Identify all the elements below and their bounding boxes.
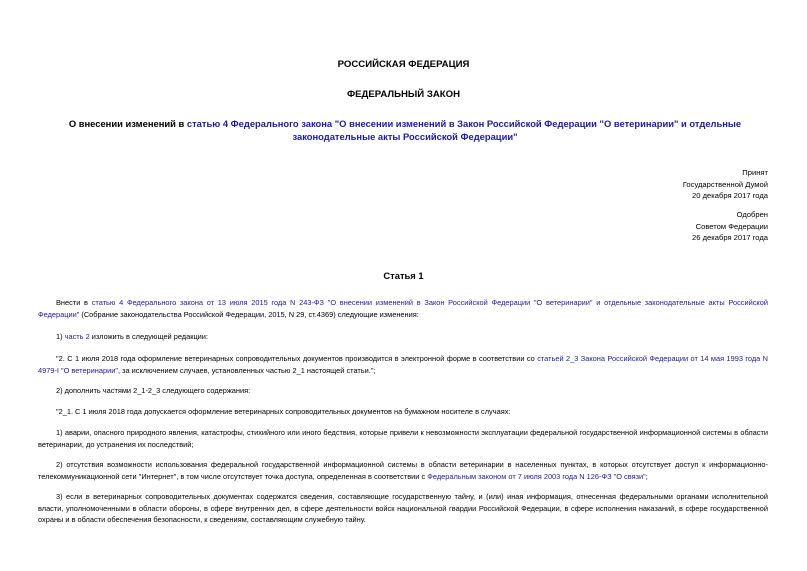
subitem-2 [38, 459, 768, 482]
subitem-1: 1) аварии, опасного природного явления, катастрофы, стихийного или иного бедствия, которые привели к невозможности эксплуатации федеральной государственной информационной системы в области ветеринарии, до устранения их последствий; [38, 428, 768, 449]
law-title-prefix: О внесении изменений в [68, 118, 187, 129]
quote-1-prefix: "2. С 1 июля 2018 года оформление ветеринарных сопроводительных документов производится в электронной форме в соответствии со [56, 354, 538, 363]
quote-1-link[interactable]: статьей 2_3 Закона Российской Федерации от 14 мая 1993 года N 4979-I "О ветеринарии" [38, 354, 768, 375]
item-1-prefix: 1) [56, 332, 65, 341]
approved-date: 26 декабря 2017 года [692, 233, 768, 242]
item-1-link[interactable]: часть 2 [64, 332, 90, 341]
approved-body: Советом Федерации [695, 221, 768, 231]
quote-2: "2_1. С 1 июля 2018 года допускается оформление ветеринарных сопроводительных документов на бумажном носителе в случаях: [56, 407, 511, 416]
item-1 [38, 331, 768, 343]
accepted-date: 20 декабря 2017 года [692, 191, 768, 200]
item-2: 2) дополнить частями 2_1-2_3 следующего содержания: [56, 386, 251, 395]
quote-1-suffix: , за исключением случаев, установленных частью 2_1 настоящей статьи."; [117, 365, 376, 375]
article-title: Статья 1 [383, 270, 424, 281]
intro-suffix: (Собрание законодательства Российской Федерации, 2015, N 29, ст.4369) следующие изменения: [79, 309, 419, 319]
subitem-3: 3) если в ветеринарных сопроводительных документах содержатся сведения, составляющие государственную тайну, и (или) иная информация, отнесенная федеральными органами исполнительной власти, уполномоченными в области обороны, в сфере внутренних дел, в сфере деятельности войск национальной гвардии Российской Федерации, в сфере исполнения наказаний, в сфере государственной охраны и в области обеспечения безопасности, к сведениям, составляющим служебную тайну. [38, 492, 768, 524]
subitem-2-prefix: 2) отсутствия возможности использования федеральной государственной информационной системы в области ветеринарии в населенных пунктах, в которых отсутствует доступ к информационно-телекоммуникационной сети "Интернет", в том числе отсутствует точка доступа, определенная в соответствии с [38, 460, 768, 481]
accepted-label: Принят [742, 168, 768, 177]
law-title-link[interactable]: статью 4 Федерального закона "О внесении изменений в Закон Российской Федерации "О ветеринарии" и отдельные законодательные акты Российской Федерации" [186, 118, 742, 142]
accepted-block [683, 167, 768, 202]
accepted-body: Государственной Думой [682, 179, 768, 189]
approved-label: Одобрен [736, 210, 768, 219]
law-title [30, 117, 780, 143]
approved-block [692, 209, 768, 244]
subitem-2-suffix: ; [645, 471, 648, 481]
intro-link[interactable]: статью 4 Федерального закона от 13 июля 2015 года N 243-ФЗ "О внесении изменений в Закон Российской Федерации "О ветеринарии" и отдельные законодательные акты Российской Федерации" [38, 298, 768, 319]
subitem-2-link[interactable]: Федеральным законом от 7 июля 2003 года N 126-ФЗ "О связи" [427, 471, 646, 481]
intro-paragraph [38, 297, 768, 320]
intro-prefix: Внести в [56, 298, 92, 307]
item-1-suffix: изложить в следующей редакции: [89, 332, 208, 341]
law-type-heading: ФЕДЕРАЛЬНЫЙ ЗАКОН [346, 89, 461, 100]
quote-1 [38, 353, 768, 376]
country-heading: РОССИЙСКАЯ ФЕДЕРАЦИЯ [337, 59, 470, 70]
